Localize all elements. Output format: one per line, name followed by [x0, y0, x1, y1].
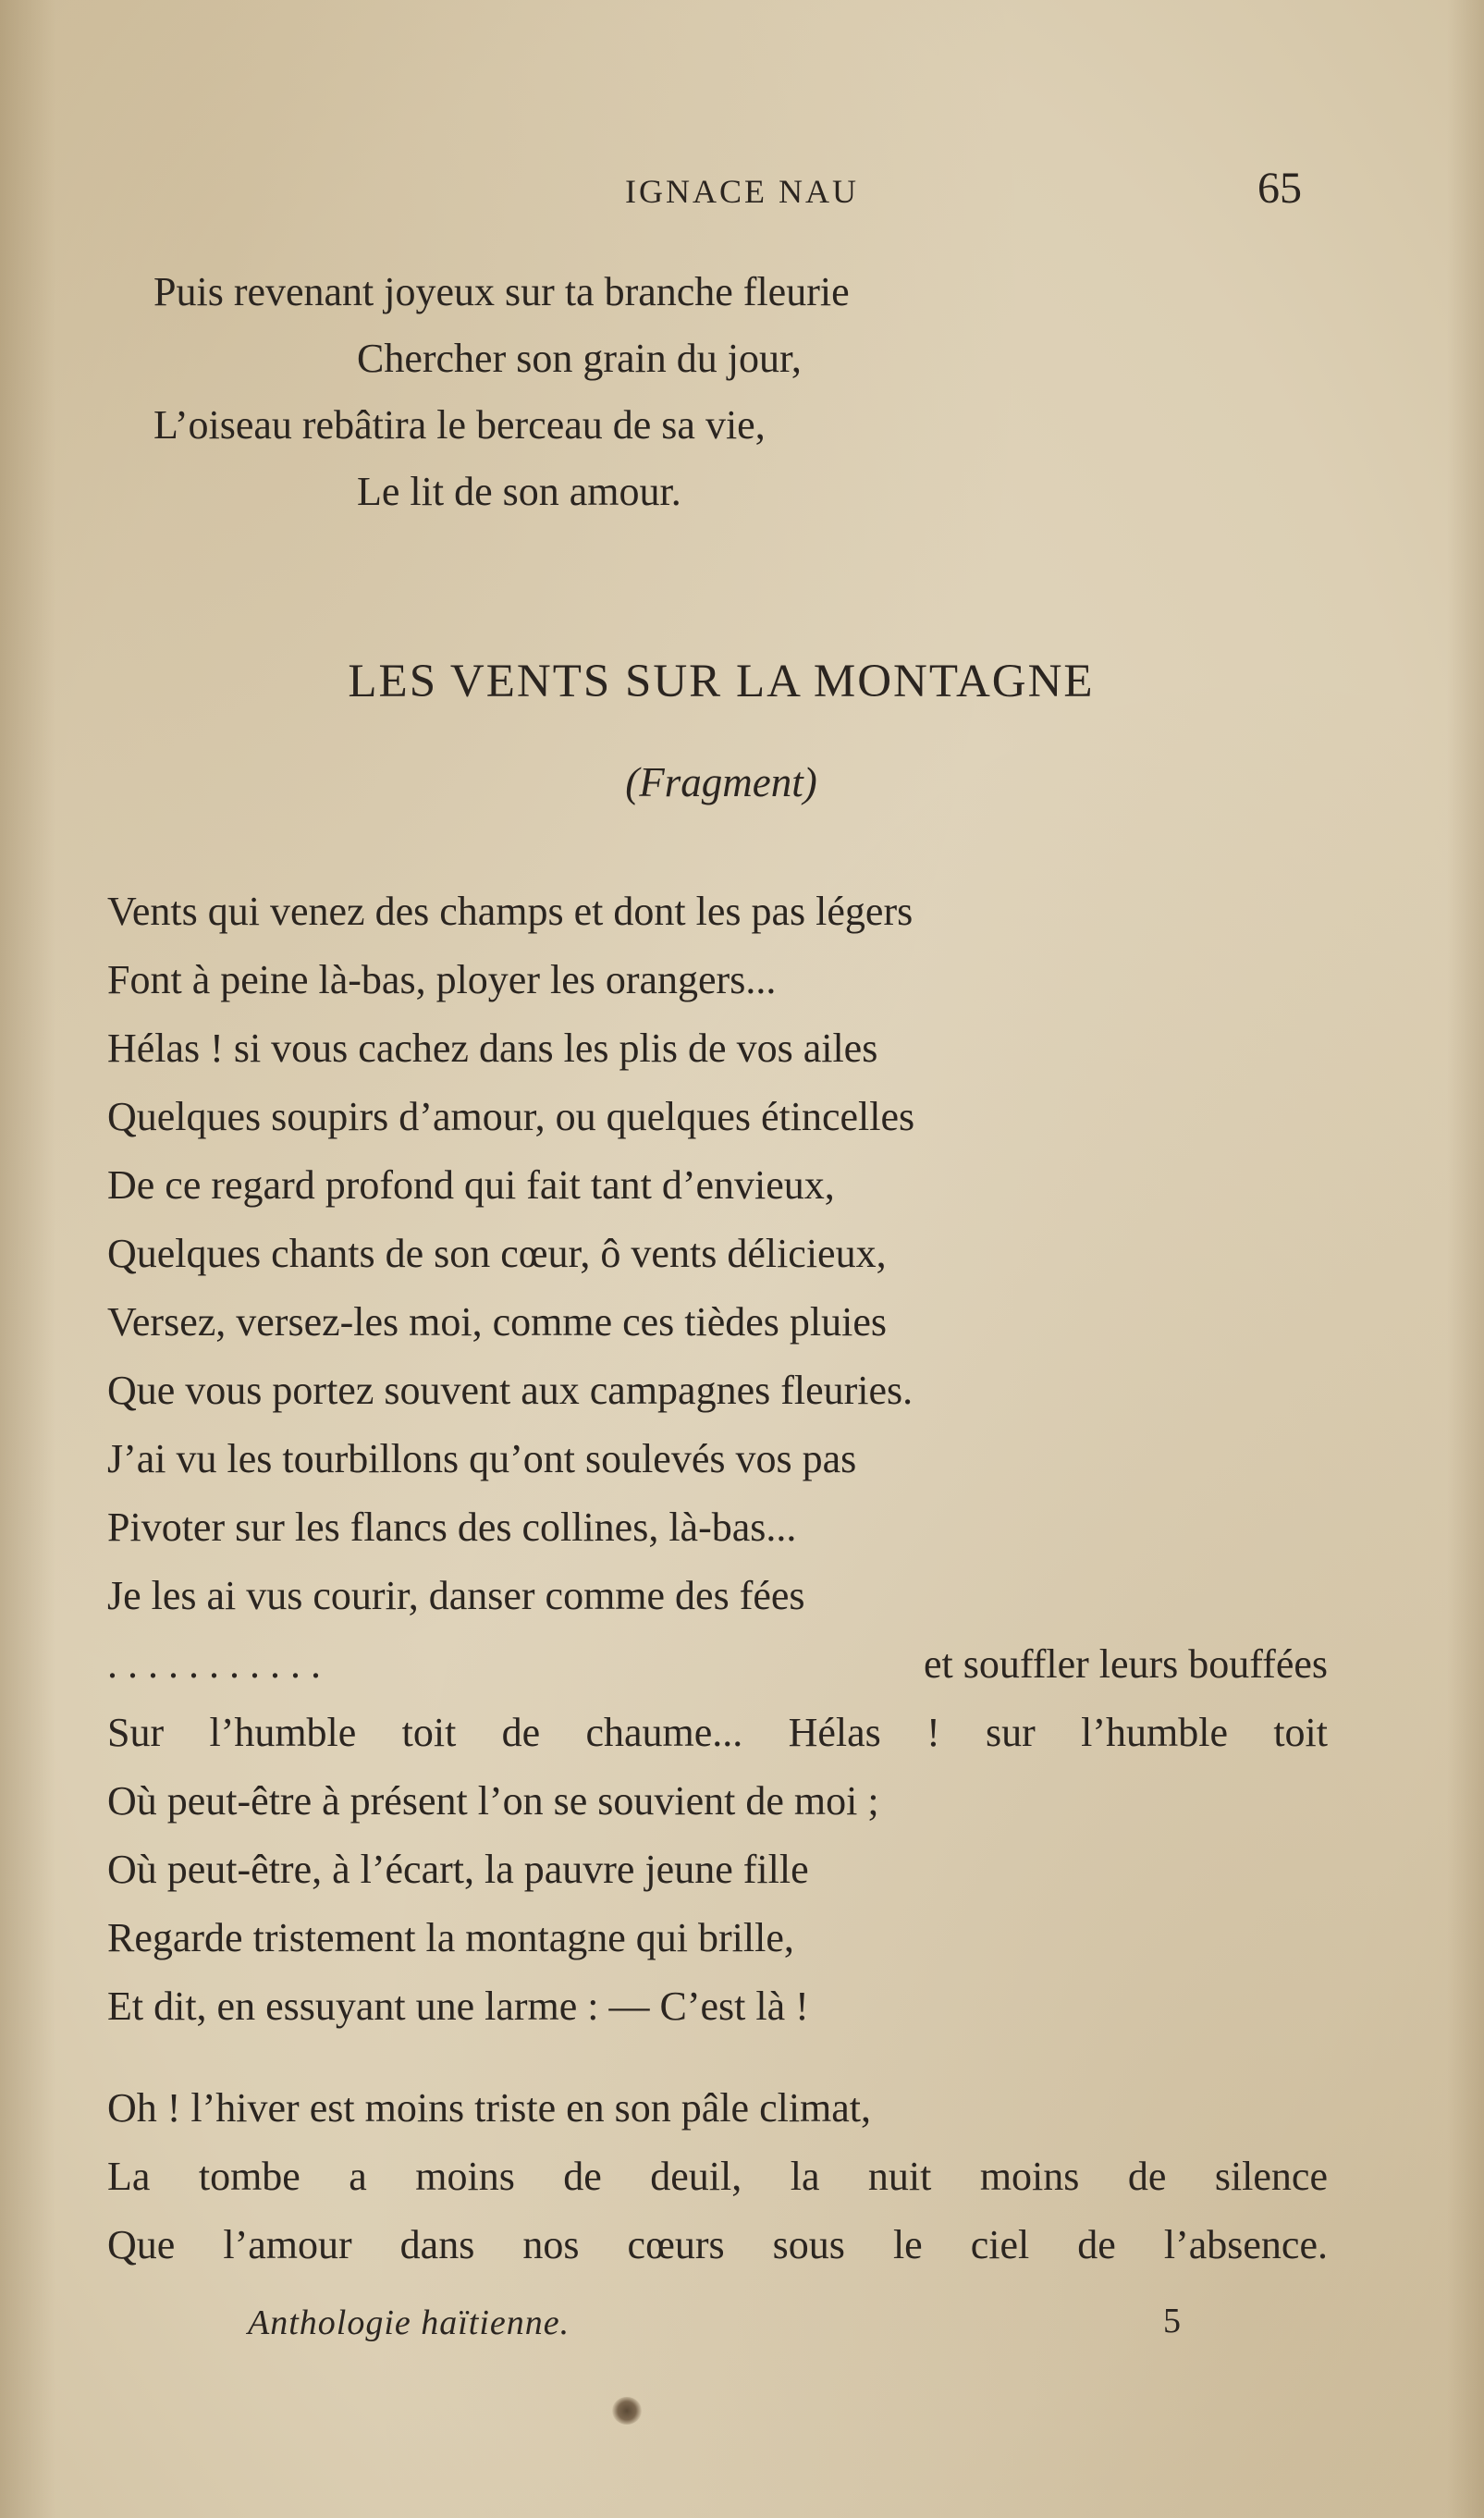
- poem-line: Où peut-être à présent l’on se souvient de moi ;: [107, 1778, 879, 1824]
- poem-line: Sur l’humble toit de chaume... Hélas ! sur l’humble toit: [107, 1710, 1328, 1755]
- poem-line: Que vous portez souvent aux campagnes fleuries.: [107, 1368, 914, 1413]
- opening-stanza-line: Chercher son grain du jour,: [357, 336, 802, 381]
- final-stanza-line: La tombe a moins de deuil, la nuit moins de silence: [107, 2154, 1328, 2199]
- poem-line: Regarde tristement la montagne qui brille,: [107, 1915, 794, 1960]
- page-number: 65: [1257, 164, 1302, 213]
- poem-line: J’ai vu les tourbillons qu’ont soulevés vos pas: [107, 1436, 857, 1481]
- ellipsis-line: [107, 1640, 1328, 1688]
- poem-subtitle: (Fragment): [625, 759, 817, 805]
- ellipsis-text: et souffler leurs bouffées: [923, 1641, 1328, 1687]
- signature-mark: Anthologie haïtienne.: [248, 2303, 570, 2342]
- poem-line: Quelques chants de son cœur, ô vents délicieux,: [107, 1231, 887, 1276]
- poem-line: Font à peine là-bas, ployer les orangers...: [107, 957, 777, 1002]
- poem-line: De ce regard profond qui fait tant d’envieux,: [107, 1162, 835, 1208]
- poem-line: Je les ai vus courir, danser comme des fées: [107, 1573, 805, 1618]
- poem-line: Et dit, en essuyant une larme : — C’est là !: [107, 1984, 809, 2029]
- sheet-number: 5: [1163, 2302, 1181, 2340]
- opening-stanza-line: Le lit de son amour.: [357, 469, 681, 514]
- final-stanza-line: Que l’amour dans nos cœurs sous le ciel de l’absence.: [107, 2222, 1328, 2267]
- ellipsis-dots: . . . . . . . . . . .: [107, 1641, 321, 1687]
- opening-stanza-line: L’oiseau rebâtira le berceau de sa vie,: [153, 402, 766, 448]
- final-stanza-line: Oh ! l’hiver est moins triste en son pâle climat,: [107, 2085, 872, 2131]
- poem-title: LES VENTS SUR LA MONTAGNE: [348, 656, 1095, 707]
- poem-line: Vents qui venez des champs et dont les pas légers: [107, 889, 914, 934]
- poem-line: Où peut-être, à l’écart, la pauvre jeune fille: [107, 1847, 809, 1892]
- poem-line: Quelques soupirs d’amour, ou quelques étincelles: [107, 1094, 915, 1139]
- poem-line: Pivoter sur les flancs des collines, là-bas...: [107, 1505, 797, 1550]
- ink-blot: [612, 2397, 642, 2425]
- poem-line: Hélas ! si vous cachez dans les plis de vos ailes: [107, 1026, 878, 1071]
- opening-stanza-line: Puis revenant joyeux sur ta branche fleurie: [153, 269, 850, 314]
- running-head: IGNACE NAU: [625, 173, 859, 210]
- poem-line: Versez, versez-les moi, comme ces tièdes pluies: [107, 1299, 888, 1345]
